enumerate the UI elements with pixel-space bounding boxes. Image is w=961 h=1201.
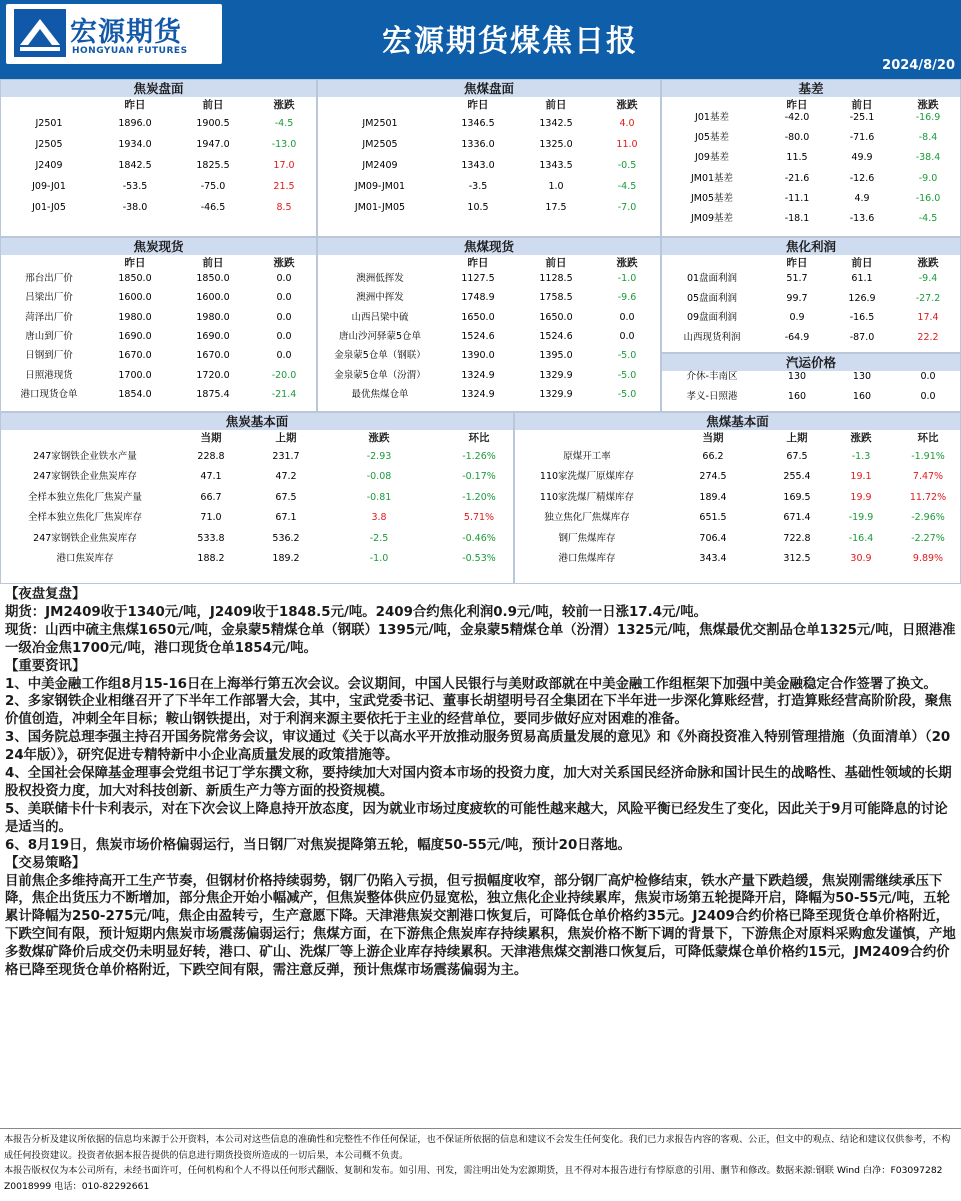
row-label: 钢厂焦煤库存 xyxy=(558,532,616,544)
news-item-2: 2、多家钢铁企业相继召开了下半年工作部署大会，其中，宝武党委书记、董事长胡望明号召全集团在下半年进一步深化算账经营，打造算账经营高阶阶段，聚焦价值创造，冲刺全年目标；鞍山钢铁提出，对于利润来源主要依托于主业的经营单位，要同步做好应对困难的准备。 xyxy=(5,694,952,728)
disclaimer-line-2: 本报告版权仅为本公司所有，未经书面许可，任何机构和个人不得以任何形式翻版、复制和发布。如引用、刊发，需注明出处为宏源期货，且不得对本报告进行有悖原意的引用、删节和修改。数据来源:钢联 Wind 白净：F03097282 Z0018999 电话：010-82292661 xyxy=(4,1165,943,1192)
table-cell: 536.2 xyxy=(272,532,300,544)
table-cell: 7.47% xyxy=(912,471,944,483)
row-label: 吕梁出厂价 xyxy=(25,292,73,304)
company-logo xyxy=(6,4,222,64)
table-cell: 1875.4 xyxy=(196,388,230,400)
report-body xyxy=(0,586,961,980)
coal-fundamentals-panel xyxy=(514,412,961,584)
row-label: 澳洲低挥发 xyxy=(356,273,404,284)
spot-summary: 现货：山西中硫主焦煤1650元/吨，金泉蒙5精煤仓单（钢联）1395元/吨，金泉蒙5精煤仓单（汾渭）1325元/吨，焦煤最优交割品仓单1325元/吨，日照港准一级冶金焦1700元/吨，港口现货仓单1854元/吨。 xyxy=(5,622,956,656)
table-cell: -1.0 xyxy=(369,553,389,564)
table-cell: 17.4 xyxy=(917,312,939,324)
row-label: JM01-JM05 xyxy=(354,202,406,213)
table-cell: 1854.0 xyxy=(118,388,152,400)
futures-summary: 期货：JM2409收于1340元/吨，J2409收于1848.5元/吨。2409合约焦化利润0.9元/吨，较前一日涨17.4元/吨。 xyxy=(5,604,708,620)
row-label: 金泉蒙5仓单（汾渭） xyxy=(334,369,426,381)
row-label: J2409 xyxy=(35,160,63,171)
table-cell: 1329.9 xyxy=(539,369,573,381)
table-cell: 126.9 xyxy=(848,292,876,304)
column-header: 前日 xyxy=(202,99,224,111)
table-cell: -2.27% xyxy=(911,532,945,544)
table-cell: 1600.0 xyxy=(196,292,230,304)
table-cell: 651.5 xyxy=(699,512,727,524)
table-cell: 0.0 xyxy=(276,311,292,323)
column-header: 当期 xyxy=(702,432,724,444)
table-cell: -16.0 xyxy=(915,192,941,204)
table-cell: 343.4 xyxy=(699,553,727,564)
table-cell: 1346.5 xyxy=(461,118,495,129)
table-cell: -5.0 xyxy=(617,369,637,381)
row-label: 全样本独立焦化厂焦炭库存 xyxy=(27,512,143,524)
table-cell: 1.0 xyxy=(548,181,564,192)
table-cell: -8.4 xyxy=(918,132,938,144)
table-cell: 0.0 xyxy=(276,350,292,362)
table-cell: 1600.0 xyxy=(118,292,152,304)
table-cell: 1850.0 xyxy=(196,273,230,284)
table-cell: -53.5 xyxy=(122,181,148,192)
table-cell: 1342.5 xyxy=(539,118,573,129)
table-cell: 8.5 xyxy=(276,202,292,213)
column-header: 昨日 xyxy=(786,257,808,269)
logo-english-name: HONGYUAN FUTURES xyxy=(72,46,188,56)
panel-title: 焦炭盘面 xyxy=(1,80,316,97)
table-cell: 99.7 xyxy=(786,292,808,304)
table-cell: 1127.5 xyxy=(461,273,495,284)
strategy-paragraph: 目前焦企多维持高开工生产节奏，但钢材价格持续弱势，钢厂仍陷入亏损，但亏损幅度收窄，部分钢厂高炉检修结束，铁水产量下跌趋缓，焦炭刚需继续承压下降，焦企出货压力不断增加，部分焦企开始小幅减产，但焦炭整体供应仍显宽松，独立焦化企业持续累库，焦炭市场第五轮提降开启，降幅为50-55元/吨，五轮累计降幅为250-275元/吨，焦企由盈转亏，生产意愿下降。天津港焦炭交割港口恢复后，可降低仓单价格约35元。J2409合约价格已降至现货仓单价格附近，下跌空间有限，预计短期内焦炭市场震荡偏弱运行；焦煤方面，在下游焦企焦炭库存持续累积，焦炭价格不断下调的背景下，下游焦企对原料采购愈发谨慎，产地多数煤矿降价后成交仍未明显好转，港口、矿山、洗煤厂等上游企业库存持续累积。天津港焦煤交割港口恢复后，可降低蒙煤仓单价格约15元，JM2409合约价格已降至现货仓单价格附近，下跌空间有限，需注意反弹，预计焦煤市场震荡偏弱为主。 xyxy=(5,873,956,979)
table-cell: -0.08 xyxy=(366,471,392,483)
table-cell: -4.5 xyxy=(617,181,637,192)
table-cell: -16.4 xyxy=(848,532,874,544)
column-header: 昨日 xyxy=(124,257,146,269)
column-header: 昨日 xyxy=(467,257,489,269)
table-cell: 1900.5 xyxy=(196,118,230,129)
row-label: JM09基差 xyxy=(690,213,734,224)
row-label: 菏泽出厂价 xyxy=(25,311,73,323)
table-cell: -16.9 xyxy=(915,112,941,123)
table-cell: 228.8 xyxy=(197,451,225,462)
table-cell: -18.1 xyxy=(784,213,810,224)
table-cell: 1670.0 xyxy=(196,350,230,362)
table-cell: 1329.9 xyxy=(539,388,573,400)
section-heading-news: 【重要资讯】 xyxy=(5,658,86,674)
table-cell: -1.26% xyxy=(462,451,496,462)
table-cell: 4.0 xyxy=(619,118,635,129)
table-cell: -9.0 xyxy=(918,172,938,184)
table-cell: 11.72% xyxy=(909,491,947,503)
row-label: JM01基差 xyxy=(690,172,734,184)
table-cell: 533.8 xyxy=(197,532,225,544)
row-label: J09基差 xyxy=(695,152,729,164)
table-cell: 1343.5 xyxy=(539,160,573,171)
table-cell: 17.0 xyxy=(273,160,295,171)
column-header: 上期 xyxy=(786,432,808,444)
coke-fundamentals-panel xyxy=(0,412,514,584)
table-cell: -4.5 xyxy=(918,213,938,224)
table-cell: 189.2 xyxy=(272,553,300,564)
row-label: JM09-JM01 xyxy=(354,181,406,192)
row-label: 独立焦化厂焦煤库存 xyxy=(544,512,630,524)
row-label: 港口焦煤库存 xyxy=(558,553,616,564)
table-cell: 51.7 xyxy=(786,273,808,284)
row-label: 05盘面利润 xyxy=(686,292,738,304)
column-header: 涨跌 xyxy=(273,99,295,111)
table-cell: 1324.9 xyxy=(461,369,495,381)
table-cell: 1128.5 xyxy=(539,273,573,284)
row-label: 澳洲中挥发 xyxy=(356,292,404,304)
row-label: 最优焦煤仓单 xyxy=(351,388,409,400)
table-cell: 1690.0 xyxy=(118,330,152,342)
table-cell: 19.1 xyxy=(850,471,872,483)
row-label: 247家钢铁企业焦炭库存 xyxy=(33,532,137,544)
table-cell: 1343.0 xyxy=(461,160,495,171)
column-header: 前日 xyxy=(545,257,567,269)
column-header: 前日 xyxy=(545,99,567,111)
table-cell: 169.5 xyxy=(783,491,811,503)
report-date: 2024/8/20 xyxy=(882,58,955,73)
table-cell: 1324.9 xyxy=(461,388,495,400)
table-cell: 47.2 xyxy=(275,471,297,483)
table-cell: 1980.0 xyxy=(118,311,152,323)
table-cell: 21.5 xyxy=(273,181,295,192)
table-cell: 0.0 xyxy=(920,371,936,382)
hongyuan-logo-icon xyxy=(14,9,66,57)
table-cell: 1720.0 xyxy=(196,369,230,381)
table-cell: 0.0 xyxy=(619,330,635,342)
panel-title: 焦炭现货 xyxy=(1,238,316,255)
table-cell: 11.5 xyxy=(786,152,808,164)
table-cell: -0.46% xyxy=(462,532,496,544)
panel-title: 焦煤现货 xyxy=(318,238,660,255)
table-cell: -0.5 xyxy=(617,160,637,171)
row-label: JM2409 xyxy=(362,160,398,171)
table-cell: 189.4 xyxy=(699,491,727,503)
column-header: 涨跌 xyxy=(273,257,295,269)
table-cell: -7.0 xyxy=(617,202,637,213)
table-cell: 9.89% xyxy=(912,553,944,564)
table-cell: -9.6 xyxy=(617,292,637,304)
table-cell: 130 xyxy=(852,371,872,382)
table-cell: -4.5 xyxy=(274,118,294,129)
header-banner xyxy=(0,0,961,79)
table-cell: 4.9 xyxy=(854,192,870,204)
table-cell: 67.5 xyxy=(275,491,297,503)
table-cell: 47.1 xyxy=(200,471,222,483)
row-label: J2505 xyxy=(35,139,63,150)
row-label: 日照港现货 xyxy=(25,369,73,381)
table-cell: 671.4 xyxy=(783,512,811,524)
row-label: 唐山到厂价 xyxy=(25,330,73,342)
table-cell: 67.1 xyxy=(275,512,297,524)
column-header: 涨跌 xyxy=(616,99,638,111)
news-item-4: 4、全国社会保障基金理事会党组书记丁学东撰文称，要持续加大对国内资本市场的投资力度，加大对关系国民经济命脉和国计民生的战略性、基础性领域的长期股权投资力度，加大对科技创新、新质生产力等方面的投资规模。 xyxy=(5,766,952,799)
table-cell: 255.4 xyxy=(783,471,811,483)
table-cell: -20.0 xyxy=(271,369,297,381)
table-cell: 160 xyxy=(787,390,807,402)
table-cell: -16.5 xyxy=(849,312,875,324)
table-cell: 49.9 xyxy=(851,152,873,164)
row-label: JM05基差 xyxy=(690,192,734,204)
column-header: 昨日 xyxy=(786,99,808,111)
row-label: 日钢到厂价 xyxy=(25,350,73,362)
column-header: 涨跌 xyxy=(917,99,939,111)
disclaimer-line-1: 本报告分析及建议所依据的信息均来源于公开资料，本公司对这些信息的准确性和完整性不作任何保证，也不保证所依据的信息和建议不会发生任何变化。我们已力求报告内容的客观、公正，但文中的观点、结论和建议仅供参考，不构成任何投资建议。投资者依据本报告提供的信息进行期货投资所造成的一切后果，本公司概不负责。 xyxy=(4,1134,951,1161)
table-cell: 1690.0 xyxy=(196,330,230,342)
table-cell: -5.0 xyxy=(617,388,637,400)
table-cell: 10.5 xyxy=(467,202,489,213)
table-cell: 1524.6 xyxy=(539,330,573,342)
row-label: 247家钢铁企业铁水产量 xyxy=(33,451,137,462)
column-header: 当期 xyxy=(200,432,222,444)
column-header: 涨跌 xyxy=(616,257,638,269)
news-item-1: 1、中美金融工作组8月15-16日在上海举行第五次会议。会议期间，中国人民银行与美财政部就在中美金融工作组框架下加强中美金融稳定合作签署了换文。 xyxy=(5,676,937,692)
row-label: 110家洗煤厂原煤库存 xyxy=(539,471,635,483)
panel-title: 焦炭基本面 xyxy=(1,413,513,430)
basis-panel xyxy=(661,79,961,237)
table-cell: 5.71% xyxy=(463,512,495,524)
table-cell: 0.0 xyxy=(276,292,292,304)
report-title: 宏源期货煤焦日报 xyxy=(382,24,638,59)
news-item-6: 6、8月19日，焦炭市场价格偏弱运行，当日钢厂对焦炭提降第五轮，幅度50-55元/吨，预计20日落地。 xyxy=(5,837,631,853)
table-cell: -21.4 xyxy=(271,388,297,400)
logo-chinese-name: 宏源期货 xyxy=(70,17,182,48)
column-header: 前日 xyxy=(851,257,873,269)
news-item-3: 3、国务院总理李强主持召开国务院常务会议，审议通过《关于以高水平开放推动服务贸易高质量发展的意见》和《外商投资准入特别管理措施（负面清单）（2024年版）》，研究促进专精特新中小企业高质量发展的政策措施等。 xyxy=(5,730,951,764)
row-label: J09-J01 xyxy=(32,181,66,192)
row-label: 全样本独立焦化厂焦炭产量 xyxy=(27,491,143,503)
column-header: 昨日 xyxy=(467,99,489,111)
column-header: 前日 xyxy=(851,99,873,111)
table-cell: 71.0 xyxy=(200,512,222,524)
table-cell: 188.2 xyxy=(197,553,225,564)
table-cell: 1670.0 xyxy=(118,350,152,362)
column-header: 环比 xyxy=(468,432,490,444)
table-cell: 1850.0 xyxy=(118,273,152,284)
table-cell: -2.5 xyxy=(369,532,389,544)
table-cell: -2.96% xyxy=(911,512,945,524)
table-cell: 17.5 xyxy=(545,202,567,213)
table-cell: 3.8 xyxy=(371,512,387,524)
table-cell: -0.17% xyxy=(462,471,496,483)
coke-futures-panel xyxy=(0,79,317,237)
table-cell: 0.9 xyxy=(789,312,805,324)
table-cell: 1748.9 xyxy=(461,292,495,304)
row-label: JM2505 xyxy=(362,139,398,150)
table-cell: 1336.0 xyxy=(461,139,495,150)
table-cell: 1390.0 xyxy=(461,350,495,362)
column-header: 涨跌 xyxy=(917,257,939,269)
table-cell: -46.5 xyxy=(200,202,226,213)
panel-title: 基差 xyxy=(662,80,960,97)
table-cell: -13.6 xyxy=(849,213,875,224)
coal-spot-panel xyxy=(317,237,661,412)
row-label: 港口现货仓单 xyxy=(20,388,78,400)
table-cell: -1.91% xyxy=(911,451,945,462)
table-cell: 1650.0 xyxy=(461,311,495,323)
table-cell: 61.1 xyxy=(851,273,873,284)
table-cell: 11.0 xyxy=(616,139,638,150)
section-heading-night-review: 【夜盘复盘】 xyxy=(5,587,86,602)
table-cell: -42.0 xyxy=(784,112,810,123)
row-label: JM2501 xyxy=(362,118,398,129)
table-cell: -3.5 xyxy=(468,181,488,192)
row-label: J05基差 xyxy=(695,132,729,144)
row-label: 唐山沙河驿蒙5仓单 xyxy=(338,330,422,342)
table-cell: 19.9 xyxy=(850,491,872,503)
table-cell: -1.3 xyxy=(851,451,871,462)
table-cell: -1.0 xyxy=(617,273,637,284)
row-label: 邢台出厂价 xyxy=(25,273,73,284)
row-label: J2501 xyxy=(35,118,63,129)
table-cell: 1758.5 xyxy=(539,292,573,304)
table-cell: -80.0 xyxy=(784,132,810,144)
table-cell: 231.7 xyxy=(272,451,300,462)
table-cell: -0.81 xyxy=(366,491,392,503)
row-label: 110家洗煤厂精煤库存 xyxy=(539,491,635,503)
row-label: J01-J05 xyxy=(32,202,66,213)
row-label: 247家钢铁企业焦炭库存 xyxy=(33,471,137,483)
table-cell: -13.0 xyxy=(271,139,297,150)
table-cell: 722.8 xyxy=(783,532,811,544)
table-cell: -64.9 xyxy=(784,332,810,344)
table-cell: 1650.0 xyxy=(539,311,573,323)
table-cell: 312.5 xyxy=(783,553,811,564)
freight-panel xyxy=(661,353,961,412)
table-cell: -38.4 xyxy=(915,152,941,164)
table-cell: -12.6 xyxy=(849,172,875,184)
table-cell: -38.0 xyxy=(122,202,148,213)
table-cell: 67.5 xyxy=(786,451,808,462)
table-cell: -9.4 xyxy=(918,273,938,284)
table-cell: 66.2 xyxy=(702,451,724,462)
table-cell: 1700.0 xyxy=(118,369,152,381)
table-cell: -11.1 xyxy=(784,192,810,204)
table-cell: 30.9 xyxy=(850,553,872,564)
table-cell: 1524.6 xyxy=(461,330,495,342)
table-cell: 1325.0 xyxy=(539,139,573,150)
table-cell: 1980.0 xyxy=(196,311,230,323)
column-header: 涨跌 xyxy=(368,432,390,444)
table-cell: 66.7 xyxy=(200,491,222,503)
column-header: 涨跌 xyxy=(850,432,872,444)
table-cell: -27.2 xyxy=(915,292,941,304)
table-cell: 1947.0 xyxy=(196,139,230,150)
panel-title: 焦化利润 xyxy=(662,238,960,255)
table-cell: -87.0 xyxy=(849,332,875,344)
table-cell: 1825.5 xyxy=(196,160,230,171)
table-cell: 22.2 xyxy=(917,332,939,344)
table-cell: 1842.5 xyxy=(118,160,152,171)
row-label: 孝义-日照港 xyxy=(686,390,738,402)
table-cell: 1395.0 xyxy=(539,350,573,362)
row-label: 港口焦炭库存 xyxy=(56,553,114,564)
table-cell: -25.1 xyxy=(849,112,875,123)
table-cell: 0.0 xyxy=(920,390,936,402)
table-cell: 0.0 xyxy=(619,311,635,323)
table-cell: 274.5 xyxy=(699,471,727,483)
column-header: 环比 xyxy=(917,432,939,444)
column-header: 上期 xyxy=(275,432,297,444)
table-cell: -1.20% xyxy=(462,491,496,503)
table-cell: -71.6 xyxy=(849,132,875,144)
row-label: 金泉蒙5仓单（钢联） xyxy=(334,350,426,362)
disclaimer-footer xyxy=(0,1128,961,1201)
news-item-5: 5、美联储卡什卡利表示，对在下次会议上降息持开放态度，因为就业市场过度疲软的可能性越来越大，风险平衡已经发生了变化，因此关于9月可能降息的讨论是适当的。 xyxy=(5,801,948,835)
row-label: 原煤开工率 xyxy=(563,451,611,462)
table-cell: -5.0 xyxy=(617,350,637,362)
table-cell: 1896.0 xyxy=(118,118,152,129)
coking-profit-panel xyxy=(661,237,961,353)
table-cell: 706.4 xyxy=(699,532,727,544)
panel-title: 焦煤盘面 xyxy=(318,80,660,97)
row-label: 山西吕梁中硫 xyxy=(351,311,409,323)
row-label: J01基差 xyxy=(695,112,729,123)
table-cell: 0.0 xyxy=(276,330,292,342)
table-cell: 0.0 xyxy=(276,273,292,284)
table-cell: 130 xyxy=(787,371,807,382)
column-header: 昨日 xyxy=(124,99,146,111)
panel-title: 焦煤基本面 xyxy=(515,413,960,430)
table-cell: 160 xyxy=(852,390,872,402)
table-cell: 1934.0 xyxy=(118,139,152,150)
table-cell: -19.9 xyxy=(848,512,874,524)
row-label: 山西现货利润 xyxy=(683,332,741,344)
coal-futures-panel xyxy=(317,79,661,237)
row-label: 01盘面利润 xyxy=(686,273,738,284)
column-header: 前日 xyxy=(202,257,224,269)
row-label: 09盘面利润 xyxy=(686,312,738,324)
table-cell: -75.0 xyxy=(200,181,226,192)
table-cell: -21.6 xyxy=(784,172,810,184)
table-cell: -2.93 xyxy=(366,451,392,462)
section-heading-strategy: 【交易策略】 xyxy=(5,855,86,871)
table-cell: -0.53% xyxy=(462,553,496,564)
panel-title: 汽运价格 xyxy=(662,354,960,371)
coke-spot-panel xyxy=(0,237,317,412)
row-label: 介休-丰南区 xyxy=(686,371,738,382)
